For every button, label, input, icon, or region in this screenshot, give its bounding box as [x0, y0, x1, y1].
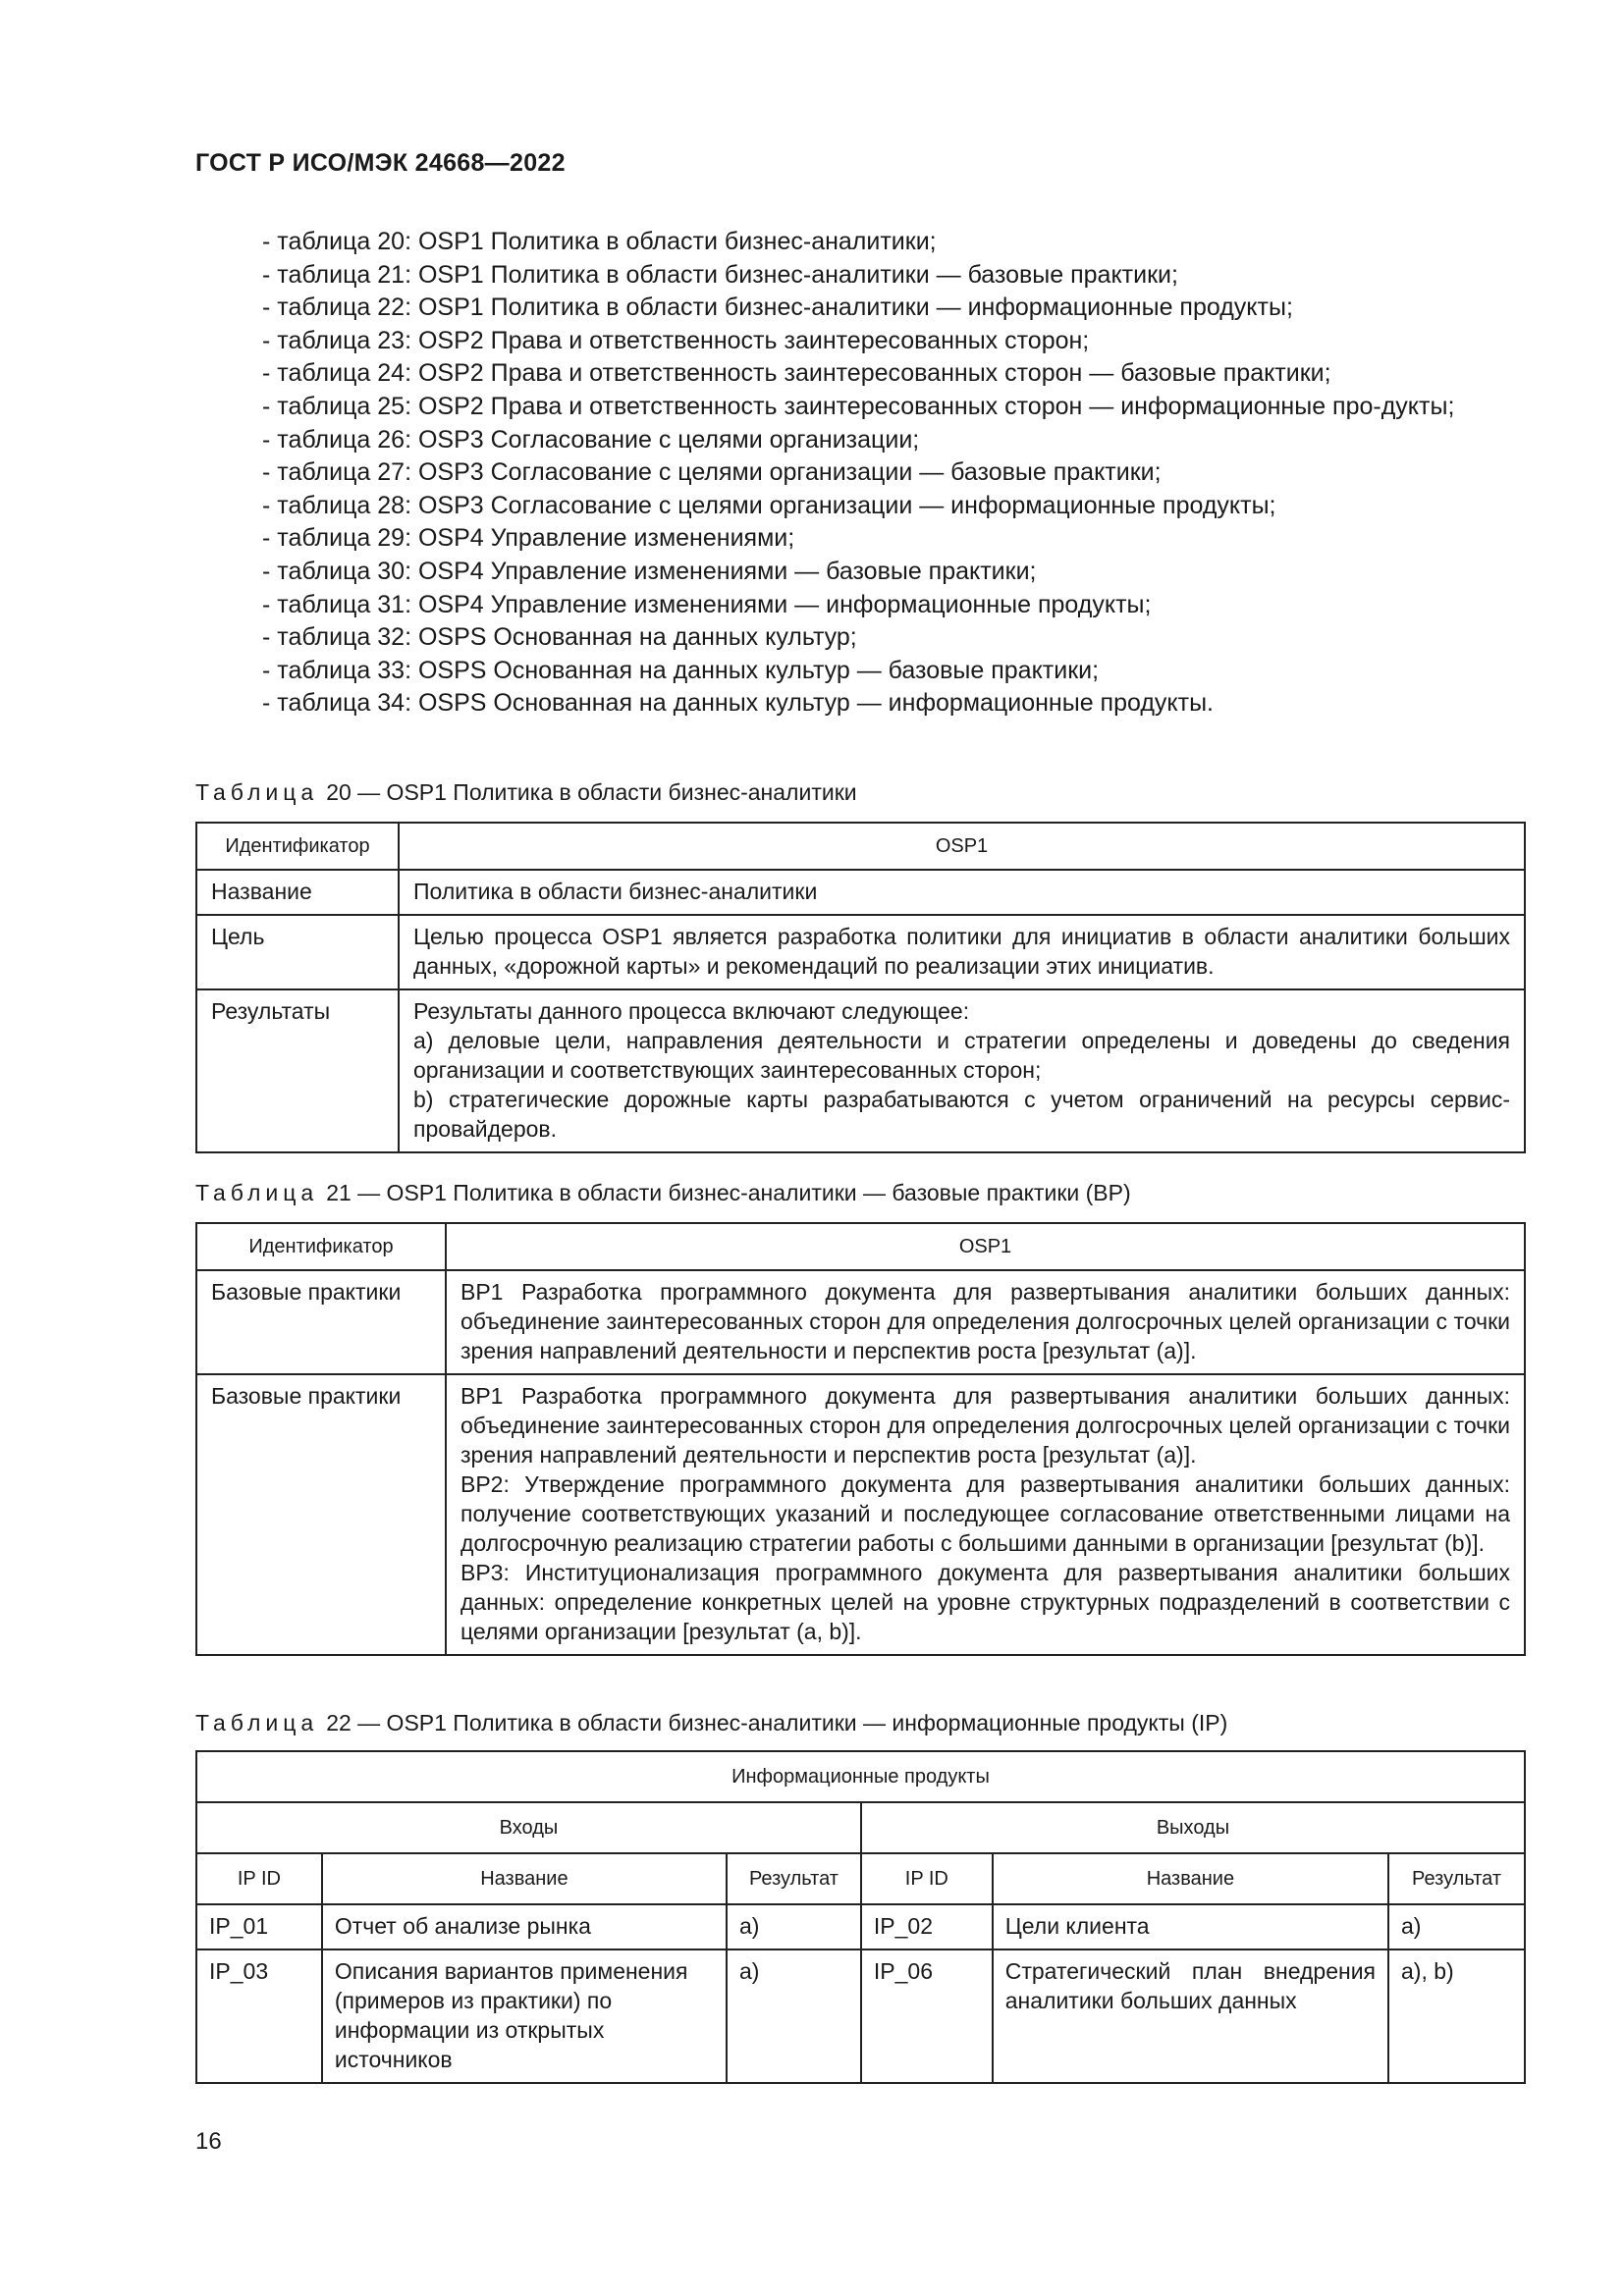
caption-label: Таблица: [195, 1710, 319, 1735]
table-cell: a): [1388, 1904, 1525, 1949]
list-item: - таблица 24: OSP2 Права и ответственность заинтересованных сторон — базовые практики;: [262, 359, 1331, 388]
table-row: [196, 989, 1525, 1152]
row-label: Результаты: [196, 989, 399, 1152]
table-header-cell: IP ID: [861, 1853, 993, 1904]
table-header-cell: Название: [993, 1853, 1388, 1904]
paragraph: Результаты данного процесса включают следующее:: [413, 998, 970, 1024]
table-header-cell: OSP1: [446, 1223, 1525, 1270]
paragraph: a) деловые цели, направления деятельности и стратегии определены и доведены до сведения организации и соответствующих заинтересованных сторон;: [413, 1028, 1510, 1083]
row-content: BP1 Разработка программного документа для развертывания аналитики больших данных: объединение заинтересованных сторон для определения долгосрочных целей организации с точки зрения направлений деятельности и перспектив роста [результат (a)].: [446, 1270, 1525, 1374]
table-cell: IP_03: [196, 1949, 322, 2083]
table-row: [196, 1270, 1525, 1374]
list-item: - таблица 26: OSP3 Согласование с целями организации;: [262, 425, 920, 454]
table-cell: Описания вариантов применения (примеров из практики) по информации из открытых источников: [322, 1949, 727, 2083]
table-22: [195, 1750, 1526, 2084]
caption-text: 21 — OSP1 Политика в области бизнес-аналитики — базовые практики (BP): [326, 1180, 1131, 1205]
caption-text: 20 — OSP1 Политика в области бизнес-аналитики: [326, 779, 857, 805]
table-row: [196, 1374, 1525, 1655]
row-content: [399, 989, 1525, 1152]
table-20-caption: [195, 779, 857, 806]
list-item: - таблица 29: OSP4 Управление изменениями;: [262, 524, 795, 553]
caption-label: Таблица: [195, 1180, 319, 1205]
row-content: [446, 1374, 1525, 1655]
table-cell: IP_02: [861, 1904, 993, 1949]
list-item: - таблица 20: OSP1 Политика в области бизнес-аналитики;: [262, 228, 937, 255]
table-row: [196, 915, 1525, 989]
row-content: Целью процесса OSP1 является разработка политики для инициатив в области аналитики больших данных, «дорожной карты» и рекомендаций по реализации этих инициатив.: [399, 915, 1525, 989]
table-header-cell: IP ID: [196, 1853, 322, 1904]
table-header-cell: Название: [322, 1853, 727, 1904]
list-item: - таблица 28: OSP3 Согласование с целями организации — информационные продукты;: [262, 491, 1276, 519]
table-cell: Стратегический план внедрения аналитики больших данных: [993, 1949, 1388, 2083]
table-cell: Цели клиента: [993, 1904, 1388, 1949]
list-item: - таблица 31: OSP4 Управление изменениями — информационные продукты;: [262, 590, 1152, 618]
row-label: Базовые практики: [196, 1270, 446, 1374]
document-header: ГОСТ Р ИСО/МЭК 24668—2022: [195, 149, 566, 177]
table-row: [196, 1904, 1525, 1949]
inputs-header: Входы: [196, 1802, 861, 1853]
table-20: [195, 822, 1526, 1153]
table-cell: IP_06: [861, 1949, 993, 2083]
table-cell: a): [727, 1904, 861, 1949]
list-item: - таблица 27: OSP3 Согласование с целями организации — базовые практики;: [262, 458, 1162, 487]
table-header-cell: OSP1: [399, 823, 1525, 870]
row-label: Цель: [196, 915, 399, 989]
list-item: - таблица 32: OSPS Основанная на данных культур;: [262, 623, 857, 652]
paragraph: b) стратегические дорожные карты разрабатываются с учетом ограничений на ресурсы сервис-провайдеров.: [413, 1087, 1510, 1142]
table-cell: a), b): [1388, 1949, 1525, 2083]
table-cell: IP_01: [196, 1904, 322, 1949]
table-22-caption: [195, 1710, 1227, 1736]
table-header-cell: Идентификатор: [196, 823, 399, 870]
list-item: - таблица 33: OSPS Основанная на данных культур — базовые практики;: [262, 656, 1100, 684]
list-item: - таблица 25: OSP2 Права и ответственность заинтересованных сторон — информационные про-дукты;: [262, 392, 1455, 420]
list-item: - таблица 22: OSP1 Политика в области бизнес-аналитики — информационные продукты;: [262, 294, 1293, 322]
table-cell: a): [727, 1949, 861, 2083]
list-item: - таблица 34: OSPS Основанная на данных культур — информационные продукты.: [262, 689, 1215, 718]
table-row: [196, 870, 1525, 915]
outputs-header: Выходы: [861, 1802, 1525, 1853]
table-header-cell: Результат: [1388, 1853, 1525, 1904]
page-number: 16: [195, 2128, 222, 2155]
caption-label: Таблица: [195, 779, 319, 805]
table-21: [195, 1222, 1526, 1656]
table-cell: Отчет об анализе рынка: [322, 1904, 727, 1949]
paragraph: BP1 Разработка программного документа для развертывания аналитики больших данных: объединение заинтересованных сторон для определения долгосрочных целей организации с точки зрения направлений деятельности и перспектив роста [результат (a)].: [460, 1383, 1510, 1468]
table-list: [195, 226, 1526, 721]
table-row: [196, 1949, 1525, 2083]
table-title-cell: Информационные продукты: [196, 1751, 1525, 1802]
table-header-cell: Результат: [727, 1853, 861, 1904]
list-item: - таблица 21: OSP1 Политика в области бизнес-аналитики — базовые практики;: [262, 260, 1178, 289]
row-content: Политика в области бизнес-аналитики: [399, 870, 1525, 915]
table-header-cell: Идентификатор: [196, 1223, 446, 1270]
paragraph: BP2: Утверждение программного документа для развертывания аналитики больших данных: получение соответствующих указаний и последующее согласование ответственными лицами на долгосрочную реализацию стратегии работы с большими данными в организации [результат (b)].: [460, 1471, 1510, 1556]
caption-text: 22 — OSP1 Политика в области бизнес-аналитики — информационные продукты (IP): [326, 1710, 1228, 1735]
row-label: Базовые практики: [196, 1374, 446, 1655]
row-label: Название: [196, 870, 399, 915]
list-item: - таблица 30: OSP4 Управление изменениями — базовые практики;: [262, 557, 1037, 585]
table-21-caption: [195, 1180, 1131, 1206]
paragraph: BP3: Институционализация программного документа для развертывания аналитики больших данных: определение конкретных целей на уровне структурных подразделений в соответствии с целями организации [результат (a, b)].: [460, 1560, 1510, 1644]
list-item: - таблица 23: OSP2 Права и ответственность заинтересованных сторон;: [262, 326, 1090, 354]
